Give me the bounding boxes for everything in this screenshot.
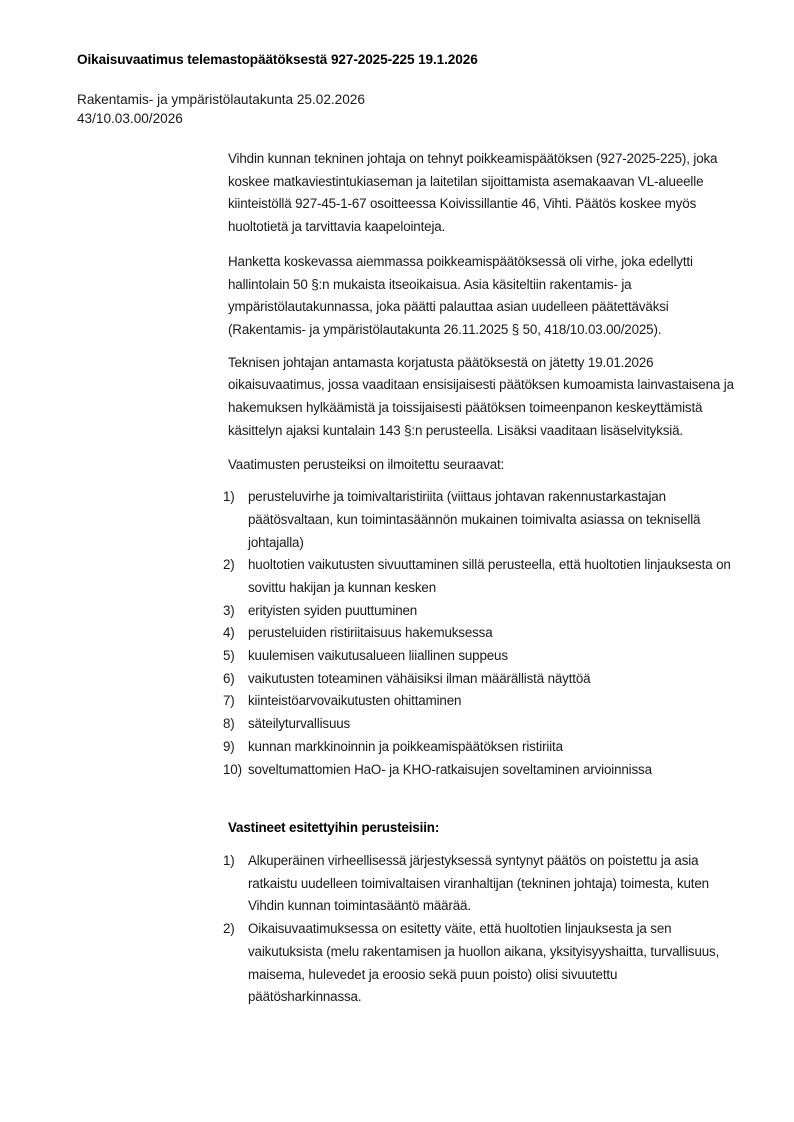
paragraph-decision: Vihdin kunnan tekninen johtaja on tehnyt poikkeamispäätöksen (927-2025-225), joka koskee matkaviestintukiaseman ja laitetilan sijoittamista asemakaavan VL-alueelle kiinteistöllä 927-45-1-67 osoitteessa Koivissillantie 46, Vihti. Päätös koskee myös huoltotietä ja tarvittavia kaapelointeja. xyxy=(228,151,718,235)
paragraph-previous-error: Hanketta koskevassa aiemmassa poikkeamispäätöksessä oli virhe, joka edellytti hallintolain 50 §:n mukaista itseoikaisua. Asia käsiteltiin rakentamis- ja ympäristölautakunnassa, joka päätti palauttaa asian uudelleen päätettäväksi (Rakentamis- ja ympäristölautakunta 26.11.2025 § 50, 418/10.03.00/2025). xyxy=(228,253,693,337)
list-item: 1) perusteluvirhe ja toimivaltaristiriita (viittaus johtavan rakennustarkastajan päätösvaltaan, kun toimintasäännön mukainen toimivalta asiassa on teknisellä johtajalla) xyxy=(223,489,701,550)
document-title: Oikaisuvaatimus telemastopäätöksestä 927-2025-225 19.1.2026 xyxy=(77,52,478,67)
document-body xyxy=(223,148,738,1009)
responses-heading: Vastineet esitettyihin perusteisiin: xyxy=(228,820,440,836)
list-item: 4) perusteluiden ristiriitaisuus hakemuksessa xyxy=(223,625,493,641)
list-item: 3) erityisten syiden puuttuminen xyxy=(223,602,418,618)
list-item: 2) Oikaisuvaatimuksessa on esitetty väite, että huoltotien linjauksesta ja sen vaikutuksista (melu rakentamisen ja huollon aikana, yksityisyyshaitta, turvallisuus, maisema, hulevedet ja eroosio sekä puun poisto) olisi sivuutettu päätösharkinnassa. xyxy=(223,921,720,1005)
list-item: 8) säteilyturvallisuus xyxy=(223,716,351,732)
grounds-list xyxy=(223,486,733,781)
list-item: 6) vaikutusten toteaminen vähäisiksi ilman määrällistä näyttöä xyxy=(223,670,591,686)
reference-number: 43/10.03.00/2026 xyxy=(77,111,183,126)
paragraph-appeal: Teknisen johtajan antamasta korjatusta päätöksestä on jätetty 19.01.2026 oikaisuvaatimus, jossa vaaditaan ensisijaisesti päätöksen kumoamista lainvastaisena ja hakemuksen hylkäämistä ja toissijaisesti päätöksen toimeenpanon keskeyttämistä käsittelyn ajaksi kuntalain 143 §:n perusteella. Lisäksi vaaditaan lisäselvityksiä. xyxy=(228,354,734,438)
board-date: Rakentamis- ja ympäristölautakunta 25.02.2026 xyxy=(77,92,365,107)
list-item: 9) kunnan markkinoinnin ja poikkeamispäätöksen ristiriita xyxy=(223,738,563,754)
paragraph-grounds-intro: Vaatimusten perusteiksi on ilmoitettu seuraavat: xyxy=(228,457,505,473)
list-item: 1) Alkuperäinen virheellisessä järjestyksessä syntynyt päätös on poistettu ja asia ratkaistu uudelleen toimivaltaisen viranhaltijan (tekninen johtaja) toimesta, kuten Vihdin kunnan toimintasääntö määrää. xyxy=(223,852,709,914)
list-item: 2) huoltotien vaikutusten sivuuttaminen sillä perusteella, että huoltotien linjauksesta on sovittu hakijan ja kunnan kesken xyxy=(223,557,731,595)
list-item: 7) kiinteistöarvovaikutusten ohittaminen xyxy=(223,693,462,709)
document-meta xyxy=(77,90,365,128)
list-item: 10) soveltumattomien HaO- ja KHO-ratkaisujen soveltaminen arvioinnissa xyxy=(223,761,652,777)
responses-list xyxy=(223,850,733,1009)
list-item: 5) kuulemisen vaikutusalueen liiallinen suppeus xyxy=(223,648,508,664)
